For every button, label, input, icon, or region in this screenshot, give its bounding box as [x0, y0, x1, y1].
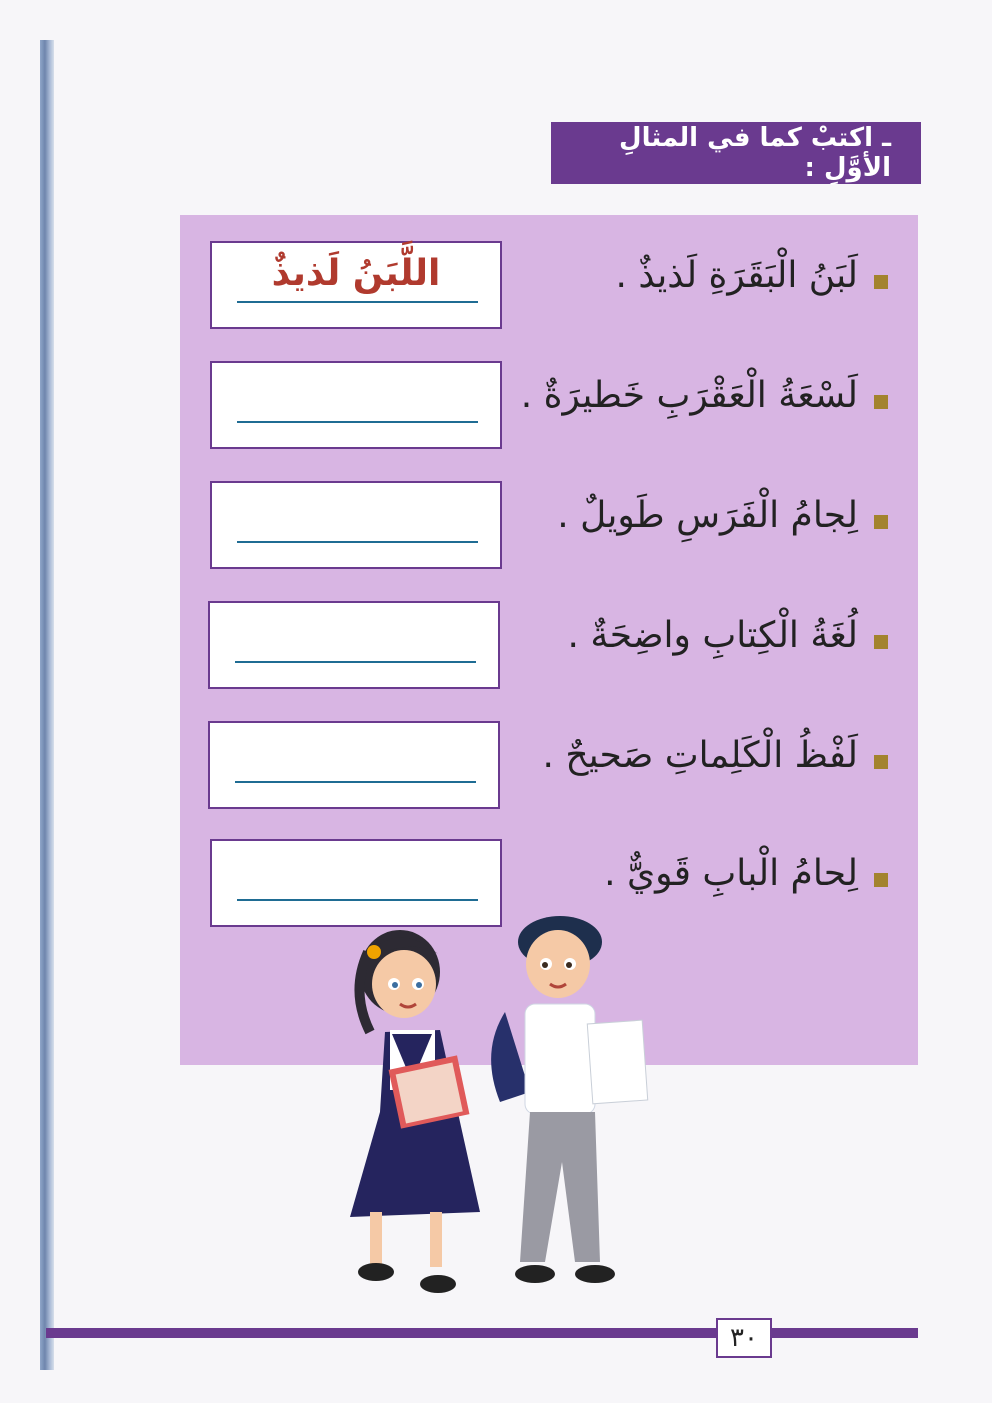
writing-line	[235, 781, 476, 783]
exercise-row	[180, 601, 918, 691]
footer-rule	[46, 1328, 918, 1338]
bullet-square-icon	[874, 275, 888, 289]
bullet-square-icon	[874, 395, 888, 409]
page-number: ٣٠	[716, 1318, 772, 1358]
writing-line	[237, 899, 478, 901]
sentence: لَفْظُ الْكَلِماتِ صَحيحٌ .	[542, 735, 858, 776]
example-answer: اللَّبَنُ لَذيذٌ	[271, 253, 441, 294]
writing-line	[237, 301, 478, 303]
sentence: لُغَةُ الْكِتابِ واضِحَةٌ .	[567, 615, 858, 656]
answer-box[interactable]	[208, 721, 500, 809]
exercise-row	[180, 361, 918, 451]
exercise-row	[180, 721, 918, 811]
sentence: لِحامُ الْبابِ قَويٌّ .	[604, 853, 858, 894]
sentence: لِجامُ الْفَرَسِ طَويلٌ .	[557, 495, 858, 536]
answer-box[interactable]	[210, 361, 502, 449]
boy-figure	[491, 916, 648, 1283]
bullet-square-icon	[874, 515, 888, 529]
sentence: لَبَنُ الْبَقَرَةِ لَذيذٌ .	[615, 255, 858, 296]
bullet-square-icon	[874, 755, 888, 769]
writing-line	[235, 661, 476, 663]
writing-line	[237, 421, 478, 423]
sentence: لَسْعَةُ الْعَقْرَبِ خَطيرَةٌ .	[520, 375, 858, 416]
exercise-row	[180, 481, 918, 571]
writing-line	[237, 541, 478, 543]
students-illustration	[330, 912, 660, 1307]
answer-box[interactable]	[210, 481, 502, 569]
bullet-square-icon	[874, 635, 888, 649]
bullet-square-icon	[874, 873, 888, 887]
instruction-text: ـ اكتبْ كما في المثالِ الأوَّلِ :	[619, 123, 891, 183]
girl-figure	[350, 930, 480, 1293]
book-spine	[40, 40, 54, 1370]
answer-box[interactable]	[210, 241, 502, 329]
answer-box[interactable]	[208, 601, 500, 689]
instruction-banner	[551, 122, 921, 184]
exercise-row	[180, 241, 918, 331]
